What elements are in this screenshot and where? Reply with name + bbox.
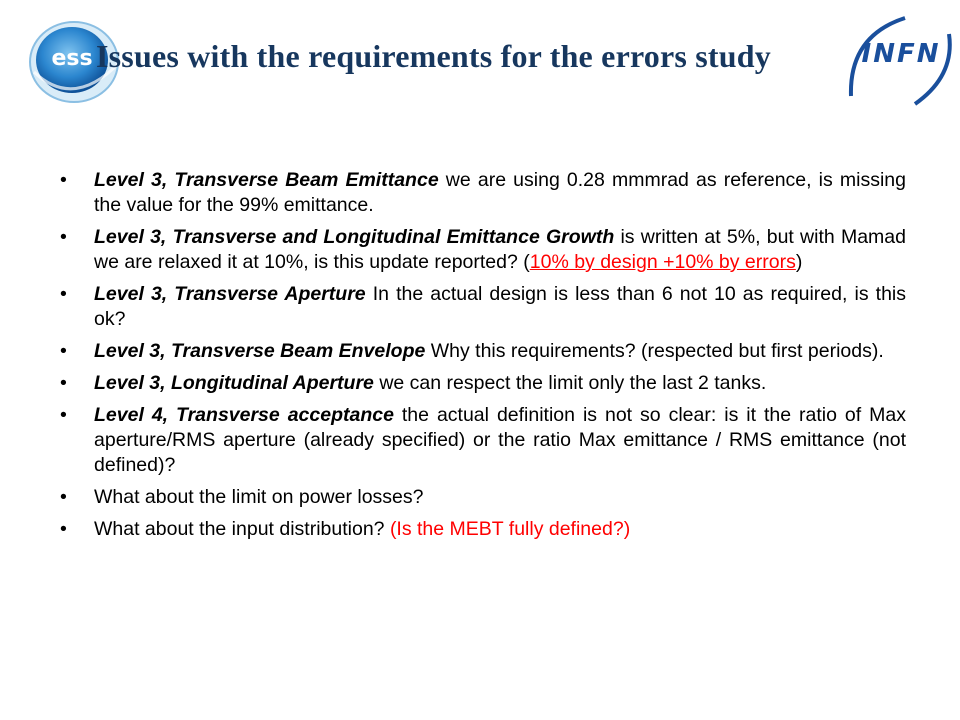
bullet-icon: • <box>60 372 67 394</box>
bullet-text: we are using 0.28 mmmrad as reference, is missing the value for the 99% emittance. <box>94 169 906 216</box>
bullet-text-after: ) <box>795 251 803 273</box>
list-item <box>60 517 906 542</box>
bullet-icon: • <box>60 340 67 362</box>
ess-logo-text: ess <box>51 46 93 71</box>
bullet-term: Level 3, Longitudinal Aperture <box>94 372 374 394</box>
bullet-icon: • <box>60 283 67 305</box>
page-title: Issues with the requirements for the errors study <box>96 38 771 74</box>
bullet-text: In the actual design is less than 6 not 10 as required, is this ok? <box>94 283 906 330</box>
list-item <box>60 339 906 364</box>
bullet-list <box>60 168 906 549</box>
list-item <box>60 168 906 218</box>
bullet-text: the actual definition is not so clear: is it the ratio of Max aperture/RMS aperture (already specified) or the ratio Max emittance / RMS emittance (not defined)? <box>94 404 906 476</box>
bullet-term: Level 4, Transverse acceptance <box>94 404 394 426</box>
bullet-text: Why this requirements? (respected but first periods). <box>425 340 884 362</box>
bullet-text: is written at 5%, but with Mamad we are relaxed it at 10%, is this update reported? ( <box>94 226 906 273</box>
mebt-note: (Is the MEBT fully defined?) <box>389 518 631 540</box>
list-item <box>60 371 906 396</box>
infn-logo-text: INFN <box>861 39 941 69</box>
bullet-icon: • <box>60 169 67 191</box>
bullet-icon: • <box>60 518 67 540</box>
design-errors-link[interactable]: 10% by design +10% by errors <box>529 251 796 273</box>
bullet-text: What about the input distribution? <box>94 518 390 540</box>
bullet-icon: • <box>60 404 67 426</box>
bullet-text: What about the limit on power losses? <box>94 486 424 508</box>
list-item <box>60 403 906 478</box>
bullet-icon: • <box>60 226 67 248</box>
bullet-term: Level 3, Transverse and Longitudinal Emittance Growth <box>94 226 615 248</box>
bullet-term: Level 3, Transverse Beam Envelope <box>94 340 426 362</box>
list-item <box>60 225 906 275</box>
bullet-term: Level 3, Transverse Aperture <box>94 283 366 305</box>
bullet-icon: • <box>60 486 67 508</box>
bullet-text: we can respect the limit only the last 2 tanks. <box>373 372 767 394</box>
list-item <box>60 485 906 510</box>
bullet-term: Level 3, Transverse Beam Emittance <box>94 169 439 191</box>
list-item <box>60 282 906 332</box>
